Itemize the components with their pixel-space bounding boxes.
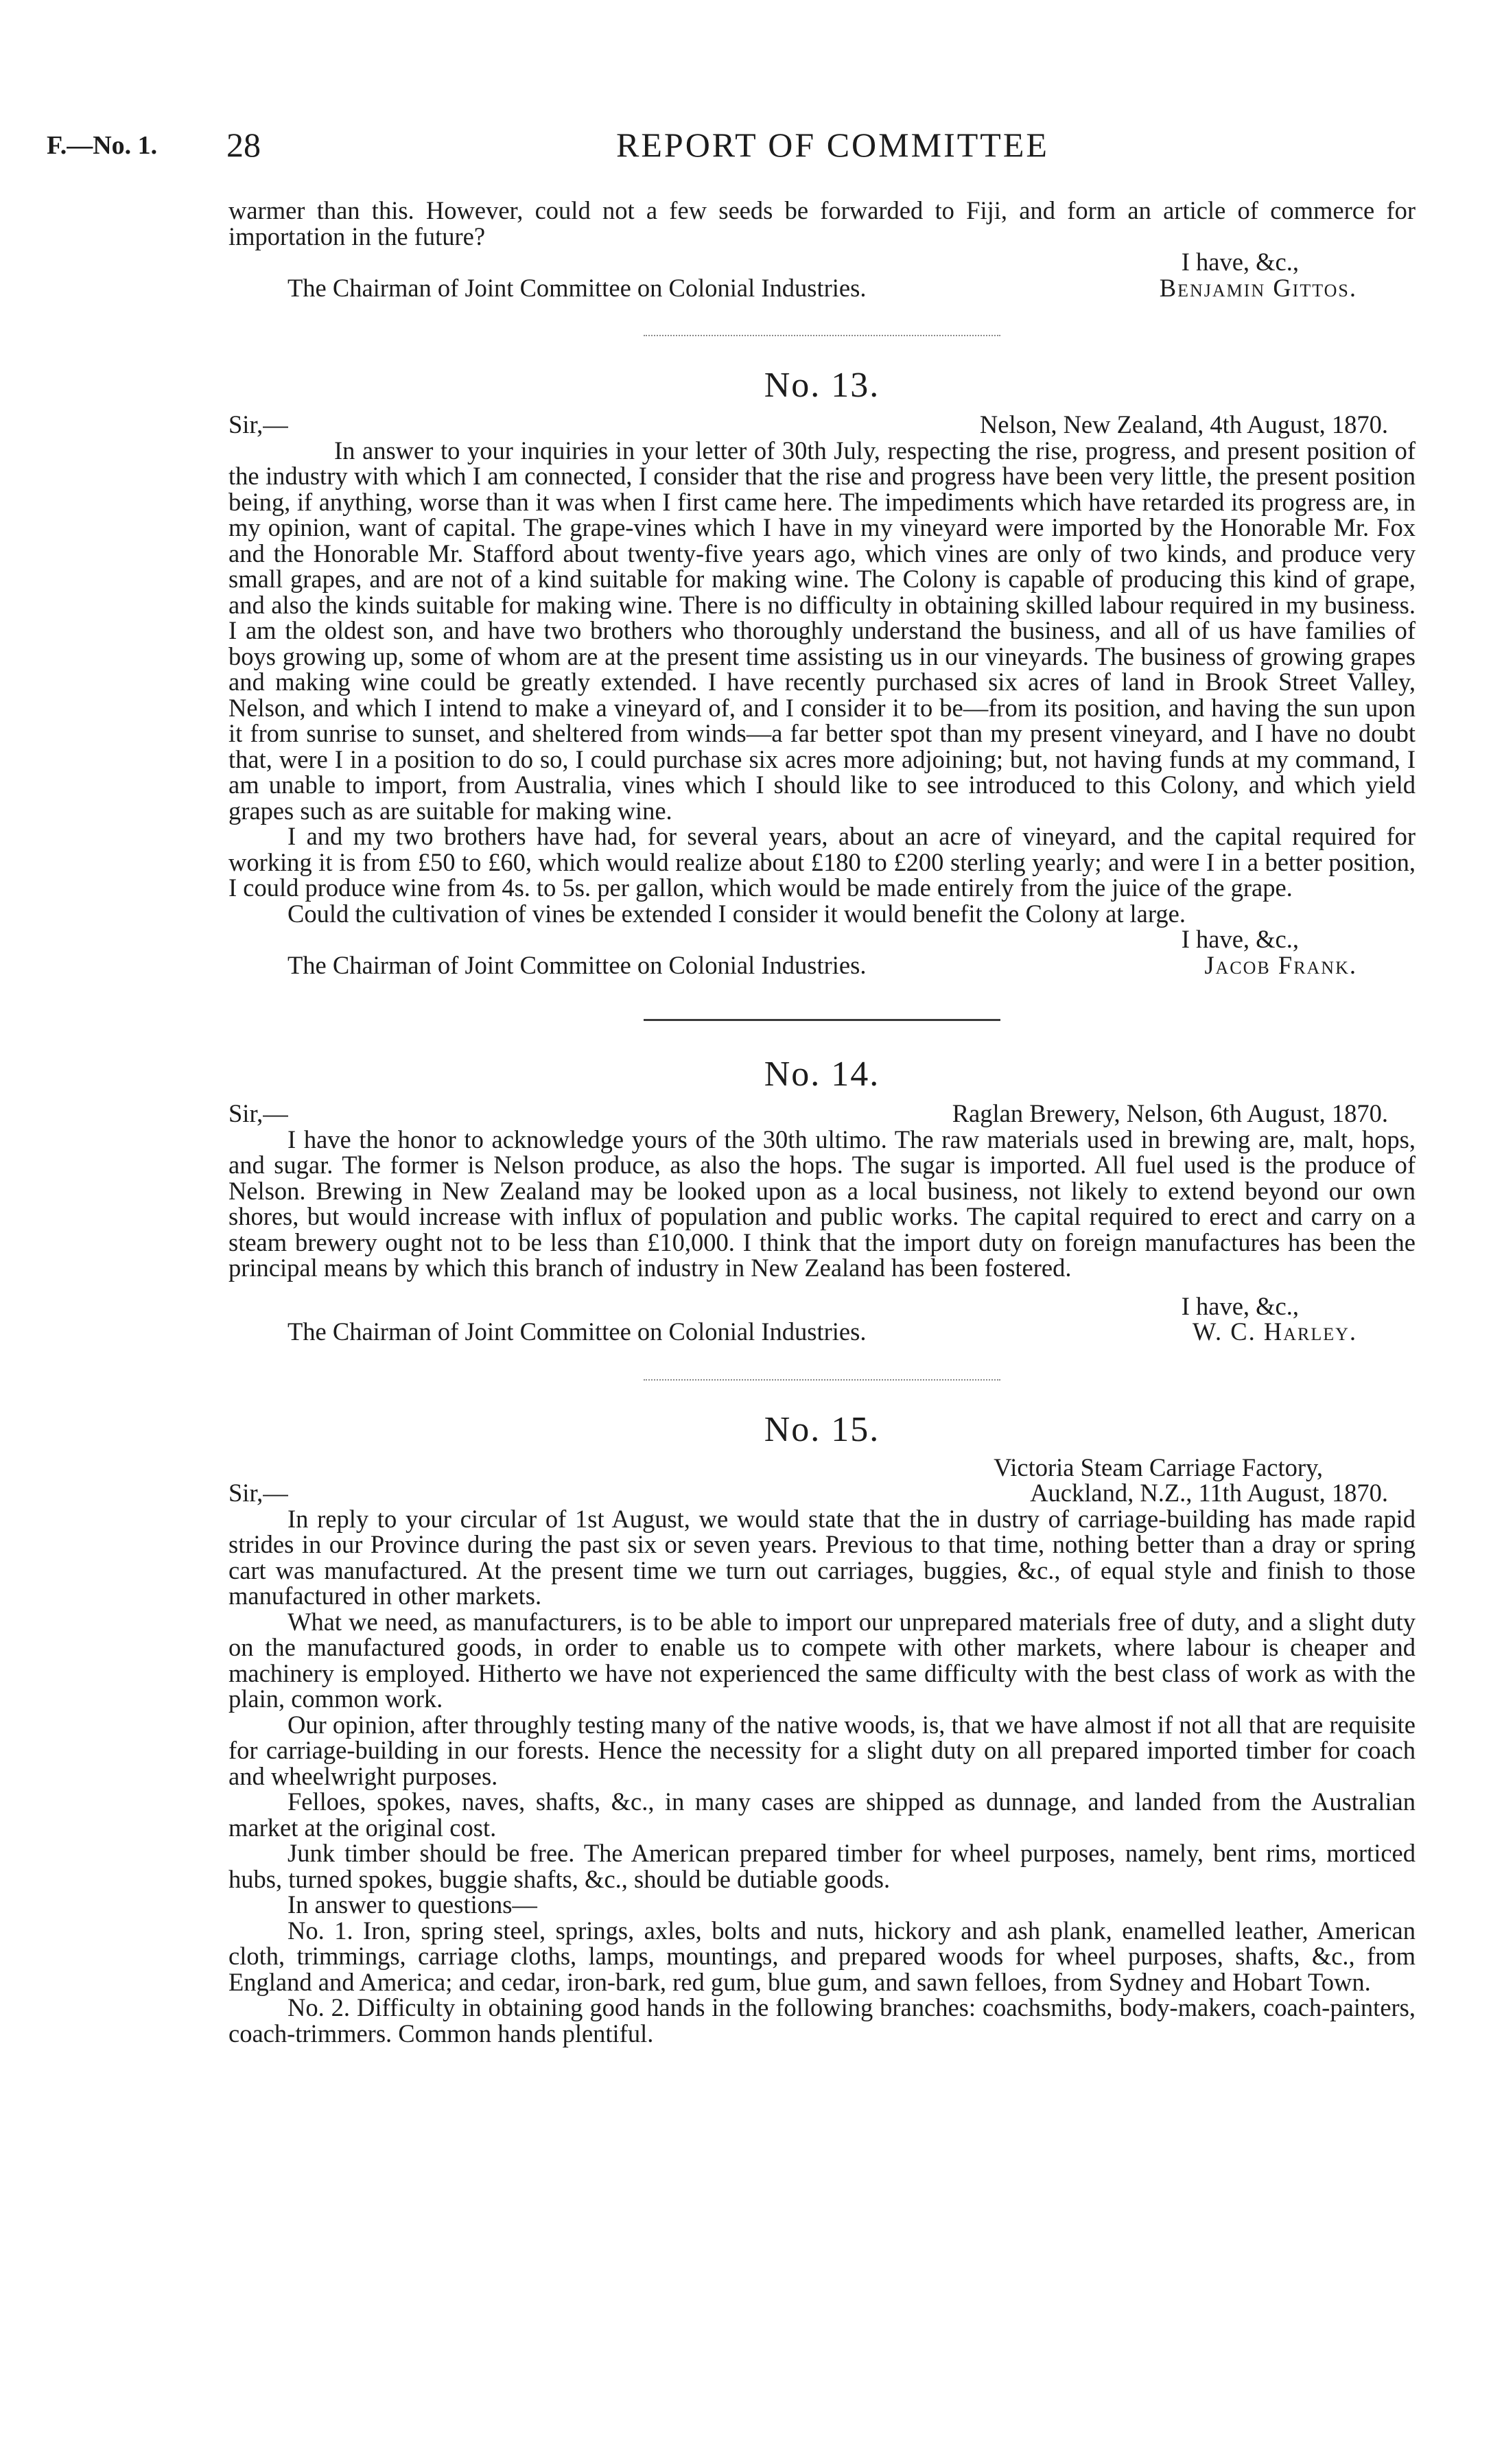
salutation: Sir,— xyxy=(228,1099,288,1127)
addressee: The Chairman of Joint Committee on Colonial Industries. xyxy=(287,1317,867,1346)
signature: W. C. Harley. xyxy=(1192,1317,1357,1346)
running-title: REPORT OF COMMITTEE xyxy=(616,126,1049,164)
page-header xyxy=(47,125,1419,180)
signature: Benjamin Gittos. xyxy=(1159,273,1357,302)
sender-address: Raglan Brewery, Nelson, 6th August, 1870. xyxy=(952,1099,1388,1127)
paragraph: In answer to questions— xyxy=(287,1890,537,1919)
paragraph: In reply to your circular of 1st August, we would state that the in dustry of carriage-building has made rapid strides in our Province during the past six or seven years. Previous to that time, nothing better than a dray or spring cart was manufactured. At the present time we turn out carriages, buggies, &c., of equal style and finish to those manufactured in other markets. xyxy=(228,1504,1416,1610)
paragraph: Junk timber should be free. The American prepared timber for wheel purposes, namely, bent rims, morticed hubs, turned spokes, buggie shafts, &c., should be dutiable goods. xyxy=(228,1839,1416,1893)
page-number: 28 xyxy=(226,126,261,164)
paragraph: What we need, as manufacturers, is to be able to import our unprepared materials free of duty, and a slight duty on the manufactured goods, in order to enable us to compete with other markets, where labour is cheaper and machinery is employed. Hitherto we have not experienced the same difficulty with the best class of work as with the plain, common work. xyxy=(228,1607,1416,1713)
signature-row xyxy=(228,952,1416,978)
closing: I have, &c., xyxy=(1181,1291,1299,1320)
section-divider xyxy=(644,335,1000,336)
letter-14 xyxy=(228,1054,1416,1345)
paragraph: No. 1. Iron, spring steel, springs, axles, bolts and nuts, hickory and ash plank, enamelled leather, American cloth, trimmings, carriage cloths, lamps, mountings, and prepared woods for wheel purposes, shafts, &c., from England and America; and cedar, iron-bark, red gum, blue gum, and sawn felloes, from Sydney and Hobart Town. xyxy=(228,1916,1416,1996)
section-divider xyxy=(644,1379,1000,1381)
signature-row xyxy=(228,275,1416,301)
letter-number: No. 13. xyxy=(764,366,880,405)
letter-number: No. 14. xyxy=(764,1055,880,1094)
paragraph: I have the honor to acknowledge yours of the 30th ultimo. The raw materials used in brewing are, malt, hops, and sugar. The former is Nelson produce, as also the hops. The sugar is imported. All fuel used is the produce of Nelson. Brewing in New Zealand may be looked upon as a local business, not likely to extend beyond our own shores, but would increase with influx of population and public works. The capital required to erect and carry on a steam brewery ought not to be less than £10,000. I think that the import duty on foreign manufactures has been the principal means by which this branch of industry in New Zealand has been fostered. xyxy=(228,1125,1416,1282)
sender-address-line: Auckland, N.Z., 11th August, 1870. xyxy=(1030,1479,1388,1507)
sender-address-line: Victoria Steam Carriage Factory, xyxy=(994,1453,1323,1481)
salutation-row xyxy=(228,412,1416,438)
letter-13 xyxy=(228,365,1416,978)
closing: I have, &c., xyxy=(1181,248,1299,276)
signature: Jacob Frank. xyxy=(1204,950,1357,979)
closing: I have, &c., xyxy=(1181,925,1299,953)
document-body xyxy=(228,198,1416,2046)
paragraph: Could the cultivation of vines be extended I consider it would benefit the Colony at large. xyxy=(287,899,1186,928)
document-reference: F.—No. 1. xyxy=(47,131,158,160)
sender-address: Nelson, New Zealand, 4th August, 1870. xyxy=(979,410,1388,438)
paragraph: warmer than this. However, could not a few seeds be forwarded to Fiji, and form an article of commerce for importation in the future? xyxy=(228,196,1416,250)
salutation: Sir,— xyxy=(228,410,288,438)
paragraph: I and my two brothers have had, for several years, about an acre of vineyard, and the capital required for working it is from £50 to £60, which would realize about £180 to £200 sterling yearly; and were I in a better position, I could produce wine from 4s. to 5s. per gallon, which would be made entirely from the juice of the grape. xyxy=(228,822,1416,902)
paragraph: No. 2. Difficulty in obtaining good hands in the following branches: coachsmiths, body-makers, coach-painters, coach-trimmers. Common hands plentiful. xyxy=(228,1993,1416,2048)
signature-row xyxy=(228,1319,1416,1345)
section-divider xyxy=(644,1019,1000,1021)
addressee: The Chairman of Joint Committee on Colonial Industries. xyxy=(287,950,867,979)
salutation-row xyxy=(228,1480,1416,1506)
salutation: Sir,— xyxy=(228,1479,288,1507)
letter-15 xyxy=(228,1409,1416,2047)
addressee: The Chairman of Joint Committee on Colonial Industries. xyxy=(287,273,867,302)
paragraph: Felloes, spokes, naves, shafts, &c., in many cases are shipped as dunnage, and landed from the Australian market at the original cost. xyxy=(228,1787,1416,1842)
salutation-row xyxy=(228,1101,1416,1127)
paragraph: In answer to your inquiries in your letter of 30th July, respecting the rise, progress, and present position of the industry with which I am connected, I consider that the rise and progress have been very little, the present position being, if anything, worse than it was when I first came here. The impediments which have retarded its progress are, in my opinion, want of capital. The grape-vines which I have in my vineyard were imported by the Honorable Mr. Fox and the Honorable Mr. Stafford about twenty-five years ago, which vines are only of two kinds, and produce very small grapes, and are not of a kind suitable for making wine. The Colony is capable of producing this kind of grape, and also the kinds suitable for making wine. There is no difficulty in obtaining skilled labour required in my business. I am the oldest son, and have two brothers who thoroughly understand the business, and all of us have families of boys growing up, some of whom are at the present time assisting us in our vineyards. The business of growing grapes and making wine could be greatly extended. I have recently purchased six acres of land in Brook Street Valley, Nelson, and which I intend to make a vineyard of, and I consider it to be—from its position, and having the sun upon it from sunrise to sunset, and sheltered from winds—a far better spot than my present vineyard, and I have no doubt that, were I in a position to do so, I could purchase six acres more adjoining; but, not having funds at my command, I am unable to import, from Australia, vines which I should like to see introduced to this Colony, and which yield grapes such as are suitable for making wine. xyxy=(228,436,1416,825)
letter-12-tail xyxy=(228,198,1416,301)
letter-number: No. 15. xyxy=(764,1409,880,1449)
paragraph: Our opinion, after throughly testing many of the native woods, is, that we have almost if not all that are requisite for carriage-building in our forests. Hence the necessity for a slight duty on all prepared imported timber for coach and wheelwright purposes. xyxy=(228,1710,1416,1790)
